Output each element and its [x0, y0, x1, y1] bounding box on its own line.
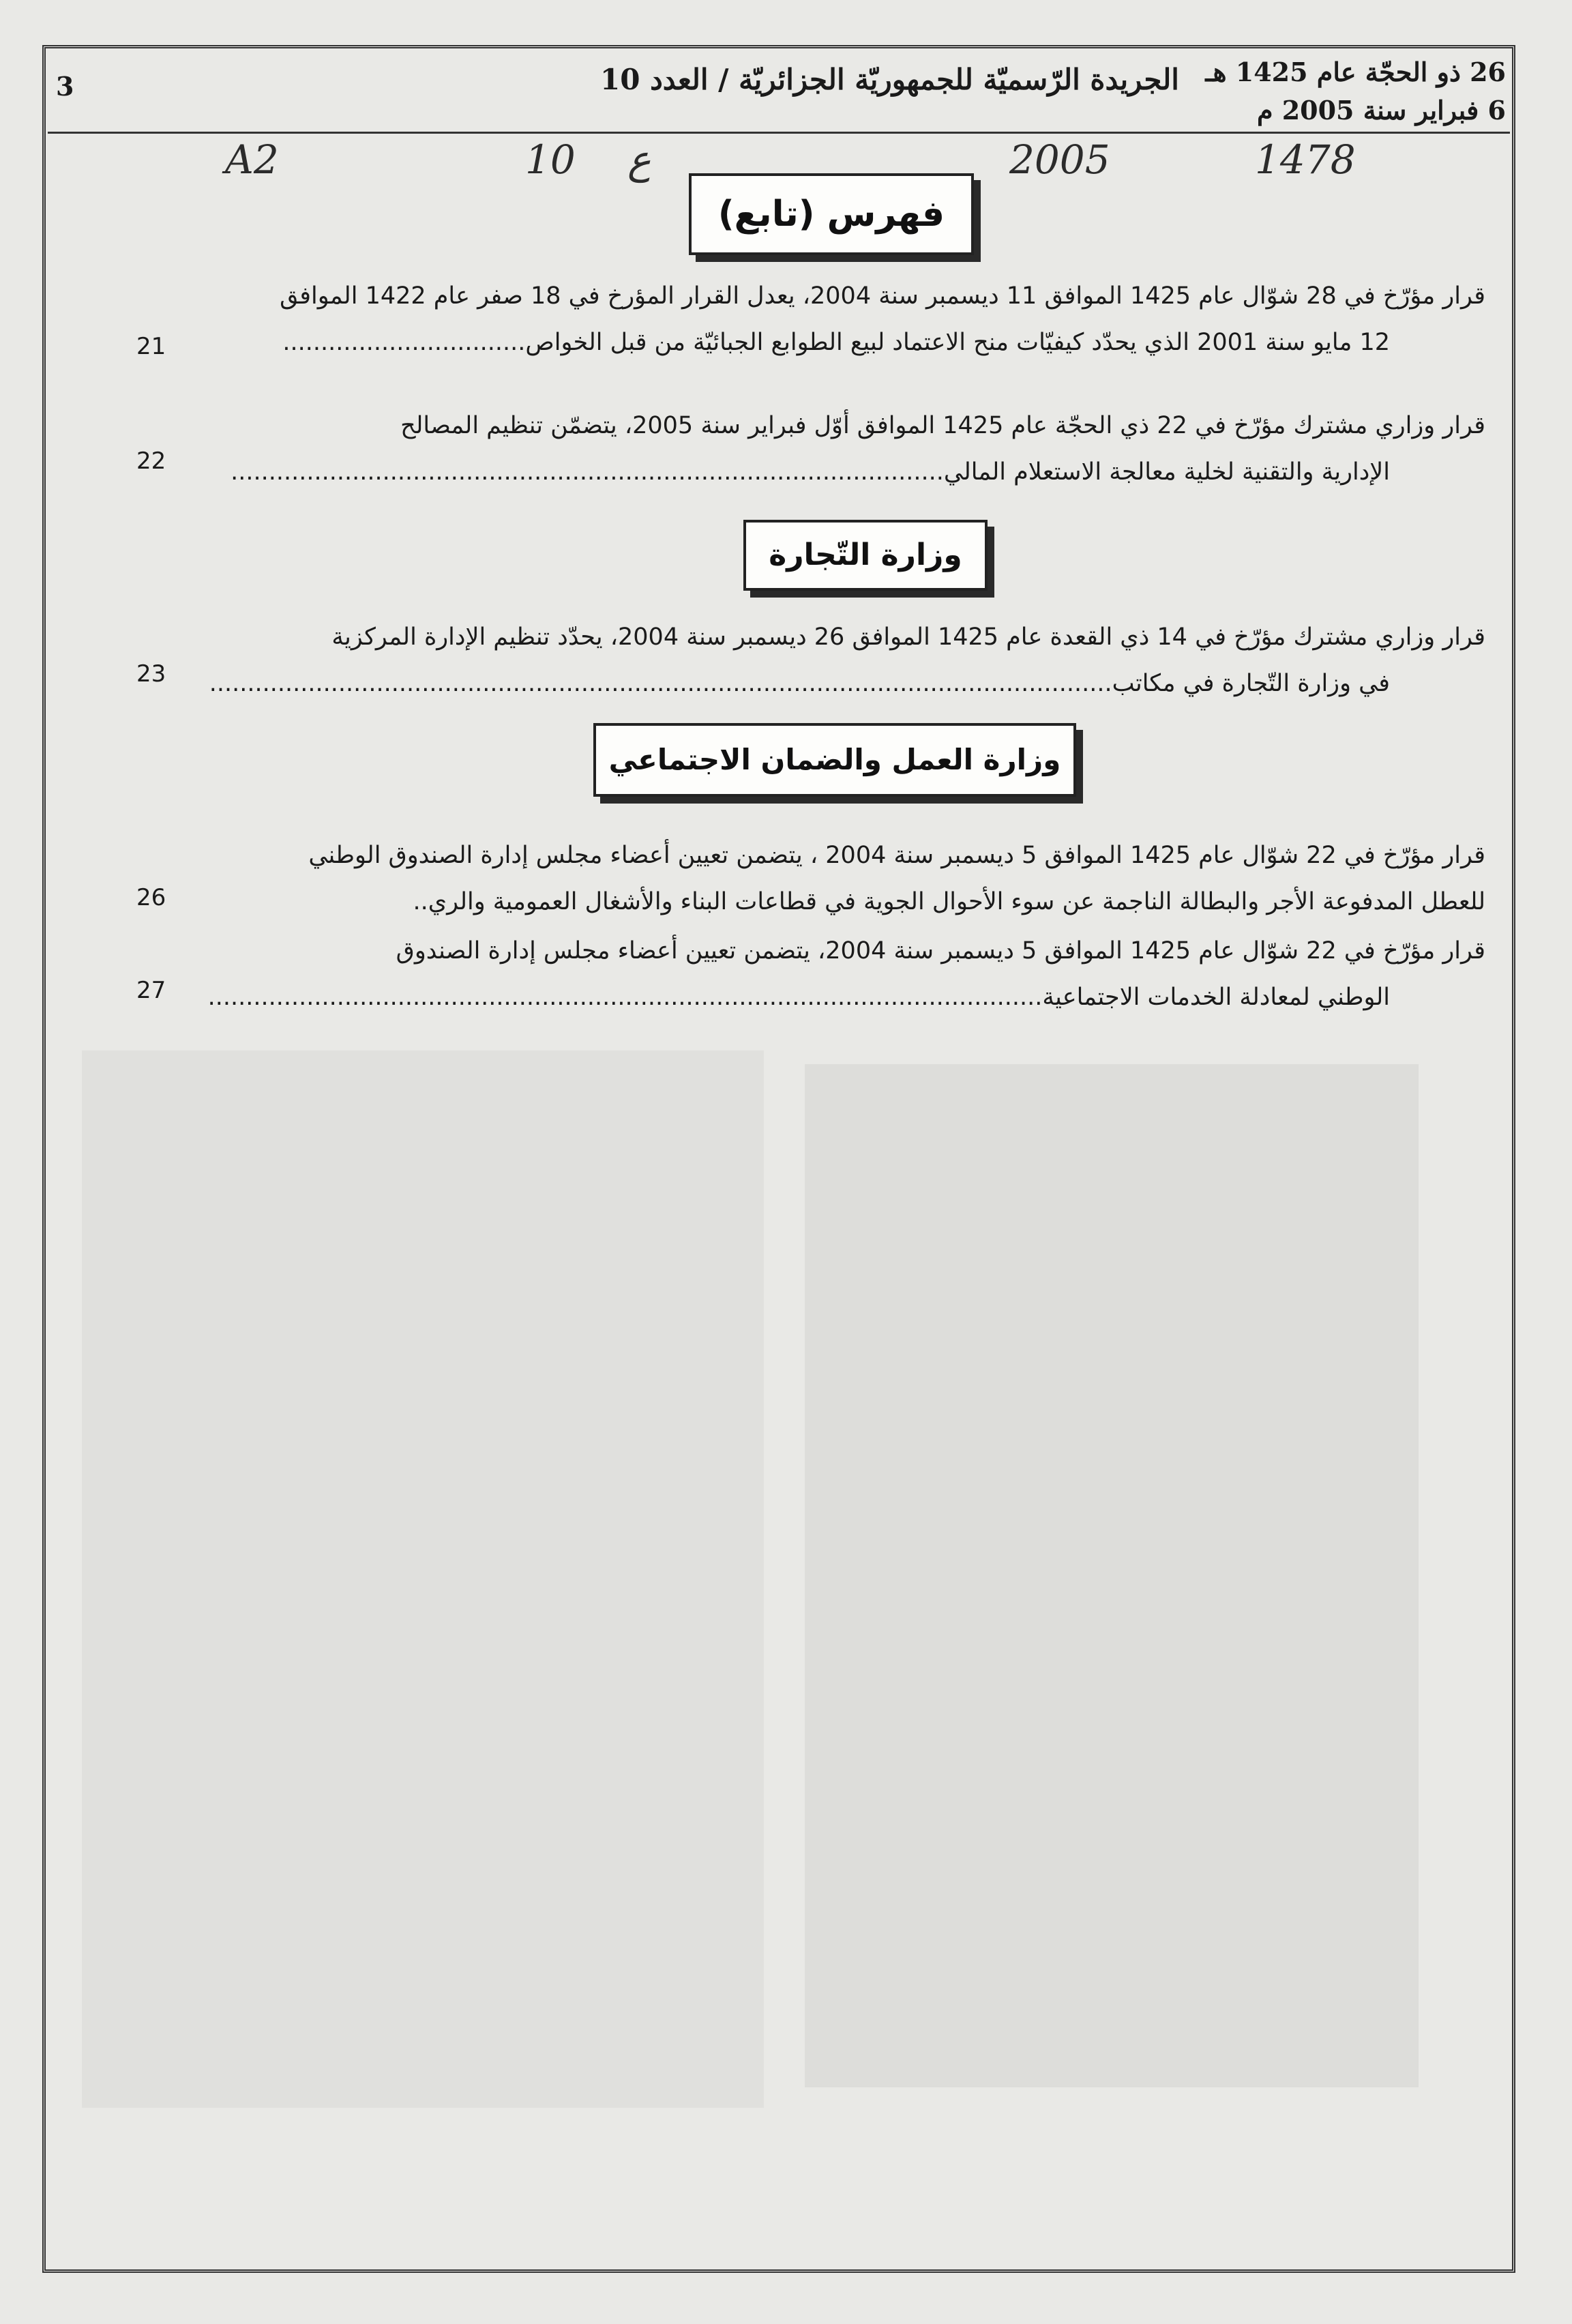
entry-line: الإدارية والتقنية لخلية معالجة الاستعلام المالي — [943, 458, 1390, 486]
header-dates — [1205, 53, 1506, 130]
entry-line: قرار وزاري مشترك مؤرّخ في 22 ذي الحجّة عام 1425 الموافق أوّل فبراير سنة 2005، يتضمّن تنظيم المصالح — [400, 412, 1485, 439]
entry-line: 12 مايو سنة 2001 الذي يحدّد كيفيّات منح الاعتماد لبيع الطوابع الجبائيّة من قبل الخواص — [525, 329, 1390, 356]
leader-dots: ................................ — [282, 329, 526, 356]
entry-line: قرار مؤرّخ في 22 شوّال عام 1425 الموافق 5 ديسمبر سنة 2004 ، يتضمن تعيين أعضاء مجلس إدارة الصندوق الوطني — [308, 842, 1485, 869]
page-ref: 26 — [136, 884, 166, 911]
handwritten-ref-ain: ع — [627, 136, 651, 183]
leader-dots: .............................................................................................. — [231, 458, 944, 486]
page-ref: 22 — [136, 447, 166, 475]
index-entry — [177, 402, 1485, 495]
page-number: 3 — [56, 71, 74, 102]
journal-title: الجريدة الرّسميّة للجمهوريّة الجزائريّة / العدد 10 — [600, 63, 1179, 96]
gregorian-date: 6 فبراير سنة 2005 م — [1256, 95, 1506, 126]
entry-line: الوطني لمعادلة الخدمات الاجتماعية — [1042, 984, 1390, 1011]
page-ref: 21 — [136, 333, 166, 360]
index-entry — [177, 273, 1485, 366]
entry-line: للعطل المدفوعة الأجر والبطالة الناجمة عن سوء الأحوال الجوية في قطاعات البناء والأشغال العمومية والري.. — [413, 888, 1485, 915]
entry-line: قرار وزاري مشترك مؤرّخ في 14 ذي القعدة عام 1425 الموافق 26 ديسمبر سنة 2004، يحدّد تنظيم الإدارة المركزية — [331, 623, 1485, 651]
entry-line: قرار مؤرّخ في 22 شوّال عام 1425 الموافق 5 ديسمبر سنة 2004، يتضمن تعيين أعضاء مجلس إدارة الصندوق — [396, 937, 1485, 965]
index-entry — [177, 928, 1485, 1020]
entry-line: قرار مؤرّخ في 28 شوّال عام 1425 الموافق 11 ديسمبر سنة 2004، يعدل القرار المؤرخ في 18 صفر عام 1422 الموافق — [280, 282, 1485, 310]
handwritten-ref-10: 10 — [525, 136, 576, 183]
handwritten-ref-1478: 1478 — [1255, 136, 1356, 183]
handwritten-ref-2005: 2005 — [1009, 136, 1110, 183]
index-entry — [177, 614, 1485, 707]
bleed-through-shade — [82, 1050, 764, 2108]
entry-line: في وزارة التّجارة في مكاتب — [1112, 670, 1390, 697]
section-title-labor: وزارة العمل والضمان الاجتماعي — [593, 723, 1076, 797]
section-title-commerce: وزارة التّجارة — [743, 520, 988, 591]
hijri-date: 26 ذو الحجّة عام 1425 هـ — [1205, 57, 1506, 87]
page-ref: 23 — [136, 660, 166, 688]
bleed-through-shade — [805, 1064, 1419, 2087]
leader-dots: ....................................................................................................................... — [209, 670, 1112, 697]
page-ref: 27 — [136, 977, 166, 1004]
page-header — [48, 52, 1510, 134]
index-entry — [177, 832, 1485, 925]
leader-dots: .............................................................................................................. — [207, 984, 1043, 1011]
index-title: فهرس (تابع) — [689, 173, 974, 255]
handwritten-ref-a2: A2 — [225, 136, 279, 183]
